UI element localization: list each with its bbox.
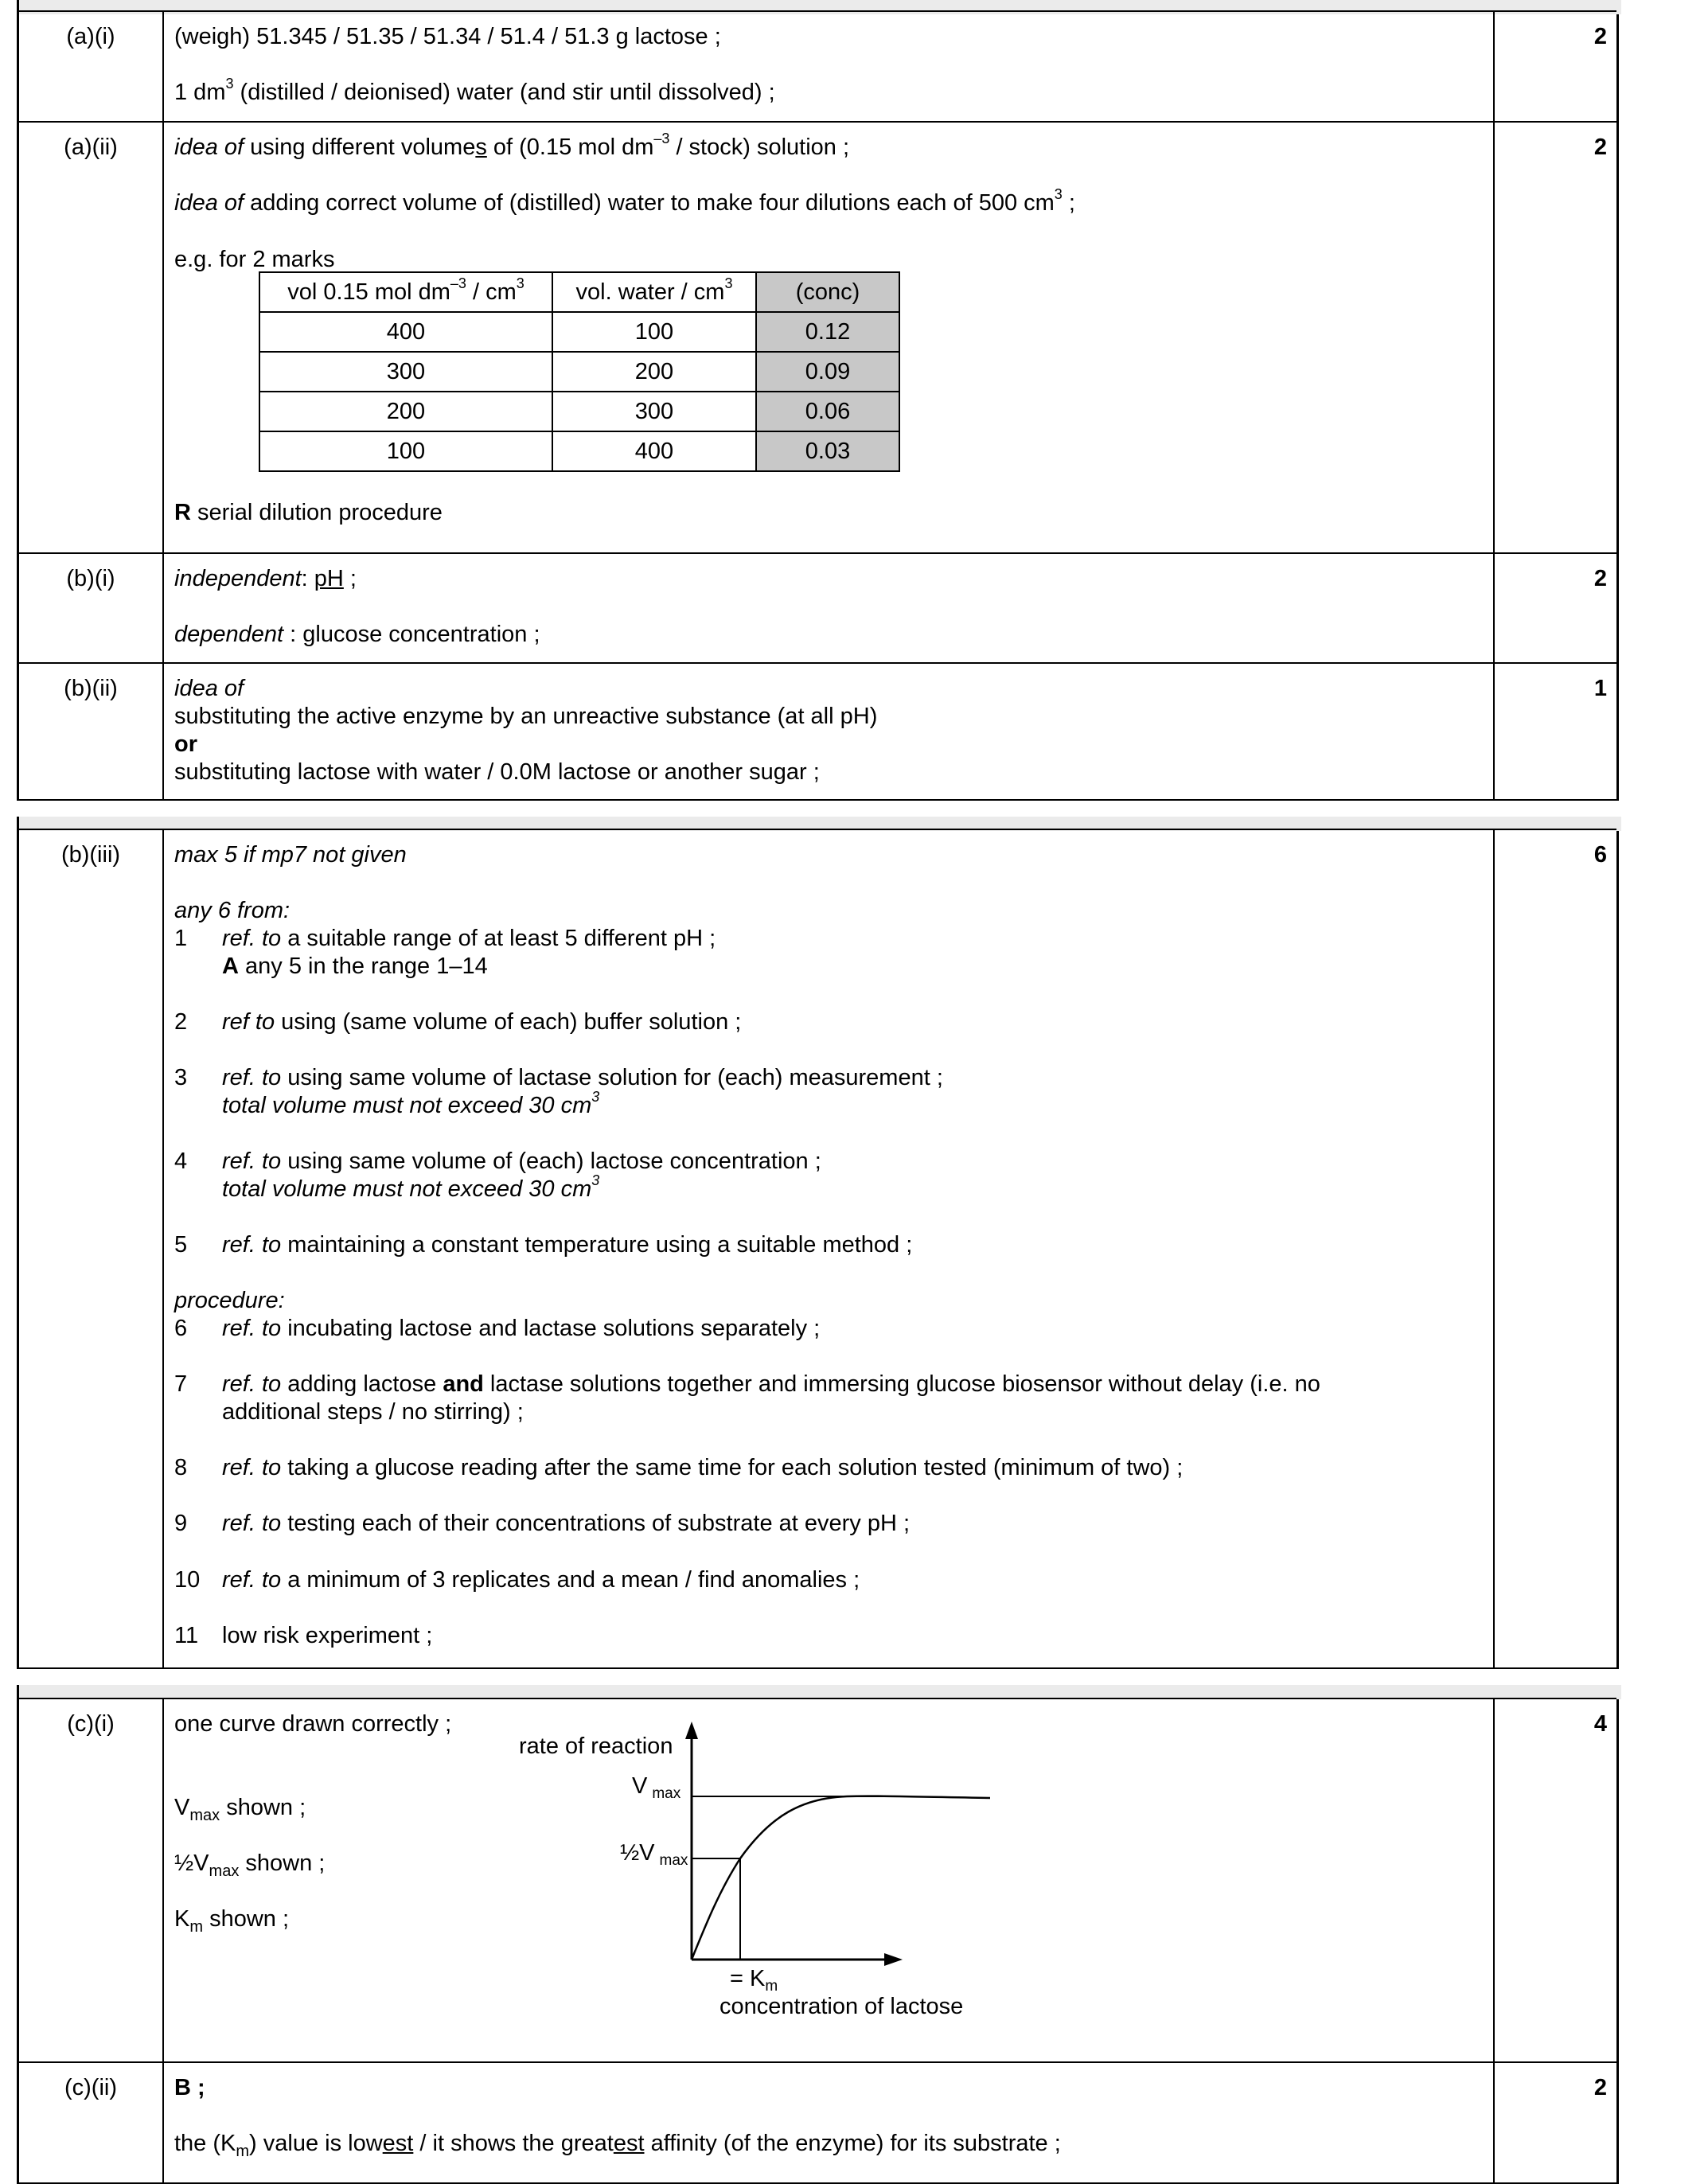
table-cell: 300 — [552, 392, 756, 431]
km-label: = $K_m$ — [730, 1966, 778, 1995]
table-cell: 400 — [259, 312, 552, 352]
marks: 4 — [1593, 1711, 1607, 1737]
answer-line: idea of using different volumes of (0.15 mol $dm^{-3}$ / stock) solution ; — [174, 131, 850, 160]
block-1 — [17, 0, 1619, 801]
x-axis-label: concentration of lactose — [719, 1994, 964, 2019]
table-cell: 0.09 — [756, 352, 899, 392]
row-a-ii — [19, 121, 1616, 552]
question-label: (c)(i) — [67, 1711, 115, 1737]
procedure-heading: procedure: — [174, 1288, 285, 1313]
marks: 2 — [1593, 24, 1607, 49]
table-cell: 400 — [552, 431, 756, 471]
list-item-note: A any 5 in the range 1–14 — [222, 954, 488, 979]
table-row — [259, 312, 899, 352]
table-cell: 200 — [552, 352, 756, 392]
answer-line: dependent : glucose concentration ; — [174, 622, 540, 647]
answer-line: idea of — [174, 676, 244, 701]
answer-line: substituting the active enzyme by an unreactive substance (at all pH) — [174, 704, 878, 729]
answer-line: independent: pH ; — [174, 566, 357, 591]
y-axis-label: rate of reaction — [519, 1734, 673, 1759]
table-header: (conc) — [756, 272, 899, 312]
table-header: vol 0.15 mol $dm^{-3} / cm^3$ — [259, 272, 552, 312]
table-cell: 100 — [259, 431, 552, 471]
marks: 1 — [1593, 676, 1607, 701]
table-cell: 0.06 — [756, 392, 899, 431]
table-cell: 200 — [259, 392, 552, 431]
list-item-note: total volume must not exceed 30 $cm^3$ — [222, 1089, 600, 1118]
list-item-continuation: additional steps / no stirring) ; — [222, 1399, 524, 1425]
answer-line: $\frac{1}{2}V_{max}$ shown ; — [174, 1851, 326, 1880]
y-axis-arrow — [685, 1722, 698, 1739]
marks: 2 — [1593, 2075, 1607, 2100]
table-cell: 0.03 — [756, 431, 899, 471]
table-row — [259, 431, 899, 471]
row-c-i — [19, 1698, 1616, 2061]
rate-curve — [692, 1796, 990, 1960]
block-2 — [17, 817, 1619, 1669]
table-row — [259, 392, 899, 431]
rate-graph — [497, 1715, 1070, 2057]
table-cell: 0.12 — [756, 312, 899, 352]
dilution-table — [259, 271, 900, 472]
row-b-ii — [19, 662, 1616, 801]
marks: 2 — [1593, 566, 1607, 591]
answer-line: B ; — [174, 2075, 205, 2100]
answer-line: idea of adding correct volume of (distilled) water to make four dilutions each of 500 $cm^3$ ; — [174, 186, 1075, 216]
max-note: max 5 if mp7 not given — [174, 842, 407, 868]
marks: 2 — [1593, 135, 1607, 160]
table-row — [259, 352, 899, 392]
question-label: (b)(i) — [66, 566, 115, 591]
block-3 — [17, 1685, 1619, 2184]
answer-line: one curve drawn correctly ; — [174, 1711, 452, 1737]
question-label: (b)(iii) — [60, 842, 121, 868]
list-item-note: total volume must not exceed 30 $cm^3$ — [222, 1172, 600, 1202]
answer-line: the $(K_m)$ value is lowest / it shows the greatest affinity (of the enzyme) for its substrate ; — [174, 2131, 1061, 2160]
table-cell: 300 — [259, 352, 552, 392]
row-a-i — [19, 10, 1616, 121]
vmax-label: V $_{max}$ — [632, 1773, 681, 1802]
answer-line: (weigh) 51.345 / 51.35 / 51.34 / 51.4 / 51.3 g lactose ; — [174, 24, 721, 49]
question-label: (a)(i) — [66, 24, 115, 49]
any-six-note: any 6 from: — [174, 898, 291, 923]
reject-note: R serial dilution procedure — [174, 500, 443, 525]
marks: 6 — [1593, 842, 1607, 868]
answer-line: $V_{max}$ shown ; — [174, 1795, 306, 1824]
x-axis-arrow — [884, 1953, 903, 1966]
example-note: e.g. for 2 marks — [174, 247, 335, 272]
answer-line: substituting lactose with water / 0.0M lactose or another sugar ; — [174, 759, 820, 785]
table-header: vol. water / $cm^3$ — [552, 272, 756, 312]
table-header-row — [259, 272, 899, 312]
answer-line: $K_m$ shown ; — [174, 1906, 290, 1936]
answer-line: 1 $dm^3$ (distilled / deionised) water (and stir until dissolved) ; — [174, 76, 775, 105]
answer-line: or — [174, 731, 197, 757]
row-b-i — [19, 552, 1616, 662]
row-c-ii — [19, 2061, 1616, 2184]
question-label: (c)(ii) — [64, 2075, 117, 2100]
question-label: (b)(ii) — [64, 676, 118, 701]
question-label: (a)(ii) — [64, 135, 118, 160]
half-vmax-label: ½V $_{max}$ — [620, 1840, 688, 1869]
table-cell: 100 — [552, 312, 756, 352]
row-b-iii: (b)(iii) 6 max 5 if mp7 not given any 6 from: 1 ref. to a suitable range of at least 5 different pH ; A any 5 in the range 1–14 2 ref to using (same volume of each) buffer solution ; 3 ref. to using same volume of lactase solution for (each) measurement ; total volume must not exceed 30 $cm^3$ 4 ref. to using same volume of (each) lactose concentration ; total volume must not exceed 30 $cm^3$ 5 ref. to maintaining a constant temperature using a suitable method ; procedure: 6 ref. to incubating lactose and lactase solutions separately ; 7 ref. to adding lactose and lactase solutions together and immersing glucose biosensor without delay (i.e. no additional steps / no stirring) ; 8 ref. to taking a glucose reading after the same time for each solution tested (minimum of two) ; 9 ref. to testing each of their concentrations of substrate at every pH ; 10 ref. to a minimum of 3 replicates and a mean / find anomalies ; 11 low risk experiment ; — [19, 829, 1616, 1669]
